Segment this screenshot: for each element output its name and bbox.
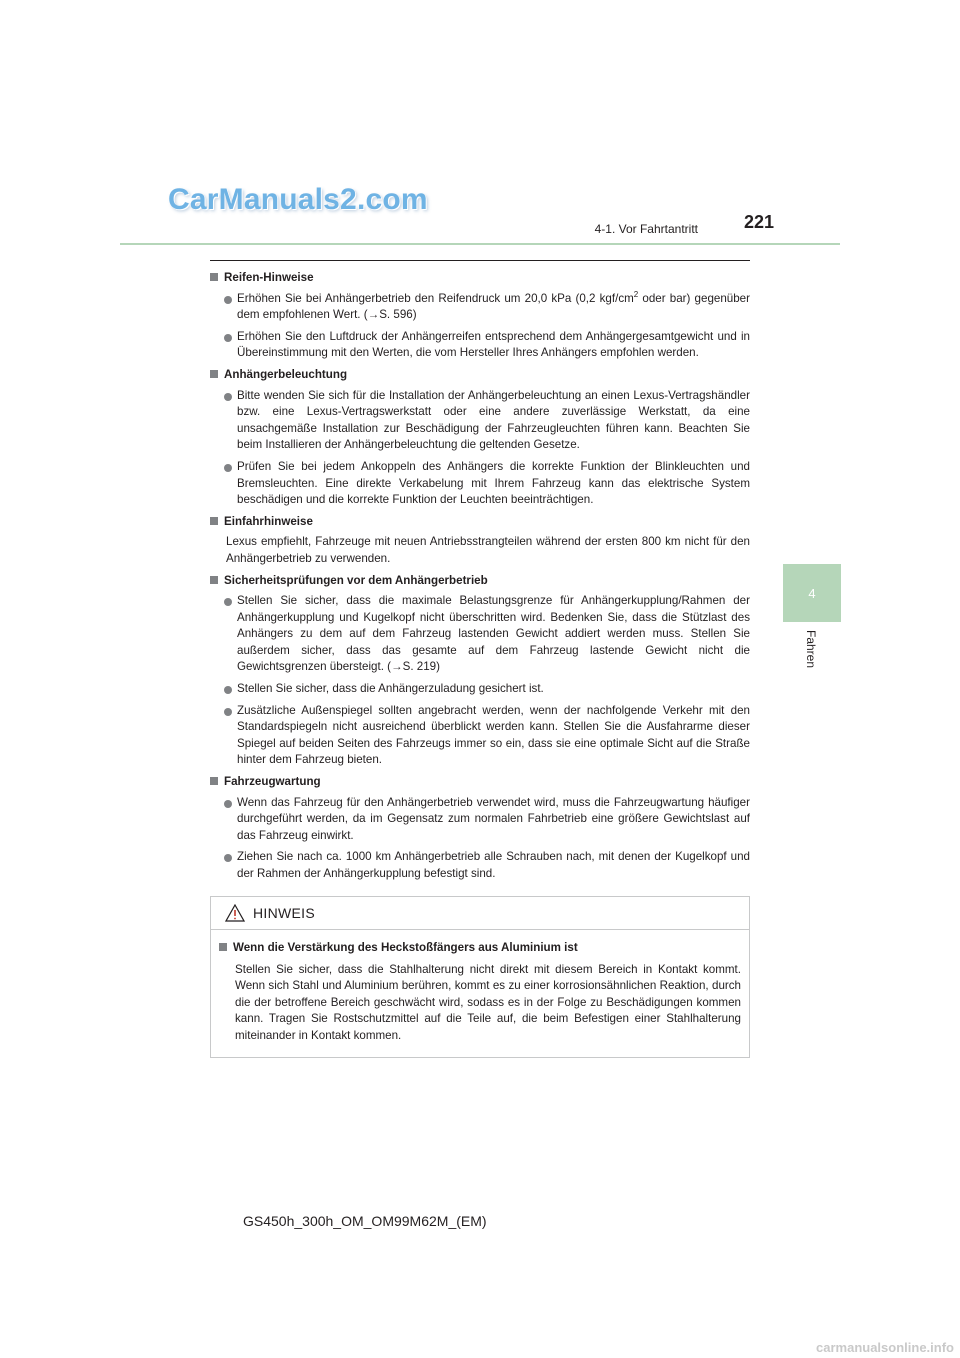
- square-bullet-icon: [219, 943, 227, 951]
- list-item: Wenn das Fahrzeug für den Anhängerbetrieb verwendet wird, muss die Fahrzeugwartung häufiger durchgeführt werden, da im Gegensatz zum normalen Fahrbetrieb eine größere Gewichtslast auf das Fahrzeug einwirkt.: [210, 795, 750, 845]
- list-item: Ziehen Sie nach ca. 1000 km Anhängerbetrieb alle Schrauben nach, mit denen der Kugelkopf und der Rahmen der Anhängerkupplung befestigt sind.: [210, 849, 750, 882]
- square-bullet-icon: [210, 576, 218, 584]
- list-item: Zusätzliche Außenspiegel sollten angebracht werden, wenn der nachfolgende Verkehr mit den Standardspiegeln nicht ausreichend überblickt werden kann. Stellen Sie die Ausfahrarme dieser Spiegel auf beiden Seiten des Fahrzeugs immer so ein, dass sie eine optimale Sicht auf die Straße hinter dem Fahrzeug bieten.: [210, 703, 750, 769]
- section-title: Fahrzeugwartung: [210, 774, 750, 791]
- main-content: [210, 270, 750, 888]
- bullet-dot-icon: [224, 598, 232, 606]
- bullet-dot-icon: [224, 800, 232, 808]
- square-bullet-icon: [210, 517, 218, 525]
- page-number: 221: [744, 212, 775, 232]
- notice-title: Wenn die Verstärkung des Heckstoßfängers aus Aluminium ist: [219, 940, 741, 957]
- warning-triangle-icon: [225, 904, 245, 922]
- section-title: Sicherheitsprüfungen vor dem Anhängerbetrieb: [210, 573, 750, 590]
- notice-label: HINWEIS: [253, 905, 315, 921]
- bullet-dot-icon: [224, 464, 232, 472]
- chapter-tab: [783, 564, 841, 622]
- watermark-footer: carmanualsonline.info: [816, 1340, 954, 1355]
- bullet-dot-icon: [224, 296, 232, 304]
- bullet-dot-icon: [224, 686, 232, 694]
- bullet-dot-icon: [224, 393, 232, 401]
- notice-header: [211, 897, 749, 930]
- manual-code: GS450h_300h_OM_OM99M62M_(EM): [243, 1213, 487, 1229]
- chapter-label: Fahren: [804, 630, 818, 669]
- list-item: Stellen Sie sicher, dass die maximale Belastungsgrenze für Anhängerkupplung/Rahmen der Anhängerkupplung und Kugelkopf nicht überschritten wird. Bedenken Sie, dass die Stützlast des Anhängers zu dem auf dem Fahrzeug lastenden Gewicht addiert werden muss. Stellen Sie außerdem sicher, dass das gesamte auf dem Fahrzeug lastende Gewicht nicht die Gewichtsgrenzen übersteigt. (→S. 219): [210, 593, 750, 676]
- list-item: Bitte wenden Sie sich für die Installation der Anhängerbeleuchtung an einen Lexus-Vertragshändler bzw. eine Lexus-Vertragswerkstatt oder eine andere zuverlässige Werkstatt, da eine unsachgemäße Installation zur Beschädigung der Fahrzeugleuchten führen kann. Beachten Sie beim Installieren der Anhängerbeleuchtung die geltenden Gesetze.: [210, 388, 750, 454]
- square-bullet-icon: [210, 777, 218, 785]
- bullet-dot-icon: [224, 854, 232, 862]
- bullet-dot-icon: [224, 708, 232, 716]
- section-title: Einfahrhinweise: [210, 514, 750, 531]
- notice-body: [211, 930, 749, 1045]
- list-item: Erhöhen Sie den Luftdruck der Anhängerreifen entsprechend dem Anhängergesamtgewicht und in Übereinstimmung mit den Werten, die vom Hersteller Ihres Anhängers empfohlen werden.: [210, 329, 750, 362]
- section-header: 4-1. Vor Fahrtantritt: [594, 222, 698, 236]
- list-item: Stellen Sie sicher, dass die Anhängerzuladung gesichert ist.: [210, 681, 750, 698]
- chapter-number: 4: [808, 585, 816, 601]
- watermark-logo: CarManuals2.com: [168, 183, 428, 216]
- list-item: Erhöhen Sie bei Anhängerbetrieb den Reifendruck um 20,0 kPa (0,2 kgf/$cm^2$ oder bar) gegenüber dem empfohlenen Wert. (→S. 596): [210, 291, 750, 324]
- notice-box: [210, 896, 750, 1058]
- square-bullet-icon: [210, 370, 218, 378]
- section-title: Anhängerbeleuchtung: [210, 367, 750, 384]
- content-top-rule: [210, 260, 750, 261]
- paragraph: Lexus empfiehlt, Fahrzeuge mit neuen Antriebsstrangteilen während der ersten 800 km nicht für den Anhängerbetrieb zu verwenden.: [226, 535, 750, 565]
- square-bullet-icon: [210, 273, 218, 281]
- list-item: Prüfen Sie bei jedem Ankoppeln des Anhängers die korrekte Funktion der Blinkleuchten und Bremsleuchten. Eine direkte Verkabelung mit Ihrem Fahrzeug kann das elektrische System beschädigen und die korrekte Funktion der Leuchten beeinträchtigen.: [210, 459, 750, 509]
- header-divider: [120, 243, 840, 245]
- section-title: Reifen-Hinweise: [210, 270, 750, 287]
- bullet-dot-icon: [224, 334, 232, 342]
- notice-text: Stellen Sie sicher, dass die Stahlhalterung nicht direkt mit diesem Bereich in Kontakt kommt. Wenn sich Stahl und Aluminium berühren, kommt es zu einer korrosionsähnlichen Reaktion, durch die der betroffene Bereich geschwächt wird, sodass es in der Folge zu Beschädigungen kommen kann. Tragen Sie Rostschutzmittel auf die Teile auf, die beim Befestigen einer Stahlhalterung miteinander in Kontakt kommen.: [235, 962, 741, 1042]
